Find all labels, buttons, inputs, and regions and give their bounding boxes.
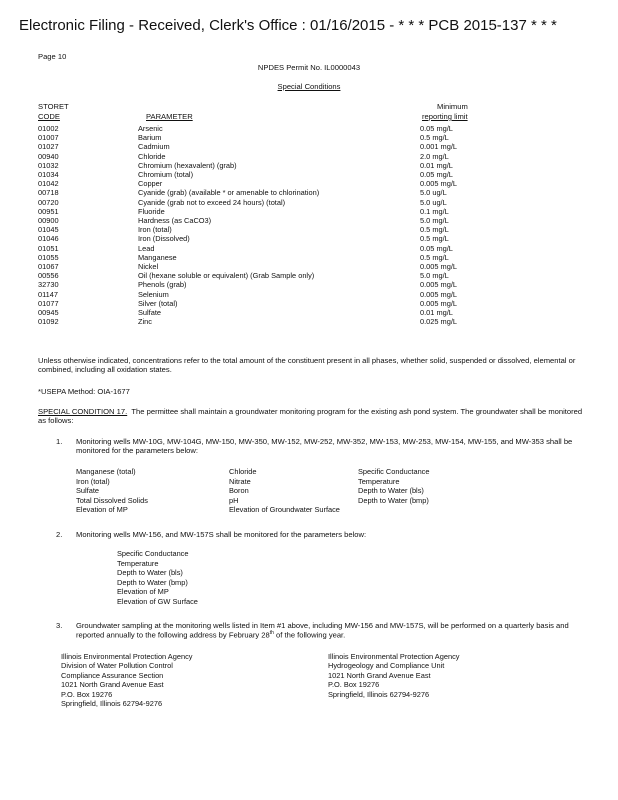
storet-code: 01027 — [38, 142, 59, 152]
address-line: Illinois Environmental Protection Agency — [328, 652, 460, 661]
storet-code: 01042 — [38, 179, 59, 189]
table-row — [38, 244, 488, 253]
table-row — [38, 308, 488, 317]
address-left — [61, 652, 192, 708]
parameter-item: Total Dissolved Solids — [76, 495, 148, 505]
table-row — [38, 152, 488, 161]
parameter-name: Cyanide (grab not to exceed 24 hours) (total) — [138, 197, 286, 207]
table-row — [38, 225, 488, 234]
item-3-text-end: of the following year. — [273, 630, 346, 640]
storet-code: 00945 — [38, 308, 59, 318]
concentration-note: Unless otherwise indicated, concentrations refer to the total amount of the constituent present in all phases, whether solid, suspended or dissolved, elemental or combined, including all oxidation states. — [38, 356, 576, 374]
parameter-item: Depth to Water (bmp) — [358, 495, 429, 505]
address-right — [328, 652, 459, 699]
table-row — [38, 216, 488, 225]
parameter-name: Sulfate — [138, 308, 162, 318]
header-reporting-limit: reporting limit — [422, 112, 468, 121]
storet-code: 01045 — [38, 225, 59, 235]
parameter-name: Hardness (as CaCO3) — [138, 216, 212, 226]
parameter-item: Specific Conductance — [117, 549, 189, 558]
item-1-col3 — [358, 467, 430, 505]
storet-code: 01007 — [38, 133, 59, 143]
parameter-item: Elevation of MP — [76, 505, 128, 515]
parameter-name: Barium — [138, 133, 162, 143]
item-2-text: Monitoring wells MW-156, and MW-157S shall be monitored for the parameters below: — [76, 530, 367, 539]
reporting-limit: 0.005 mg/L — [420, 289, 457, 299]
address-line: Compliance Assurance Section — [61, 670, 164, 680]
parameter-name: Chromium (hexavalent) (grab) — [138, 160, 237, 170]
special-condition-text: The permittee shall maintain a groundwater monitoring program for the existing ash pond system. The groundwater shall be monitored as follows: — [38, 407, 583, 425]
storet-code: 00951 — [38, 206, 59, 216]
parameter-name: Manganese — [138, 252, 177, 262]
address-line: Springfield, Illinois 62794-9276 — [61, 699, 163, 709]
storet-code: 01092 — [38, 317, 59, 327]
parameter-item: Elevation of Groundwater Surface — [229, 505, 340, 515]
storet-code: 32730 — [38, 280, 59, 290]
address-line: 1021 North Grand Avenue East — [61, 680, 164, 690]
item-2-number: 2. — [56, 530, 63, 539]
parameter-name: Lead — [138, 243, 155, 253]
table-row — [38, 179, 488, 188]
storet-code: 00940 — [38, 151, 59, 161]
table-row — [38, 280, 488, 289]
parameter-name: Zinc — [138, 317, 152, 327]
section-title: Special Conditions — [277, 82, 341, 91]
reporting-limit: 5.0 ug/L — [420, 188, 447, 198]
storet-code: 01147 — [38, 289, 59, 299]
parameter-item: Sulfate — [76, 486, 100, 496]
special-condition-17 — [38, 408, 583, 425]
usepa-method: *USEPA Method: OIA-1677 — [38, 387, 130, 396]
parameter-name: Selenium — [138, 289, 169, 299]
storet-code: 00720 — [38, 197, 59, 207]
parameter-name: Arsenic — [138, 124, 163, 133]
parameter-name: Chromium (total) — [138, 170, 194, 180]
item-3-text — [76, 622, 584, 640]
table-row — [38, 253, 488, 262]
storet-code: 00718 — [38, 188, 59, 198]
reporting-limit: 0.5 mg/L — [420, 234, 449, 244]
header-parameter: PARAMETER — [146, 112, 193, 121]
table-row — [38, 188, 488, 197]
parameter-name: Nickel — [138, 262, 159, 272]
parameter-item: Manganese (total) — [76, 467, 136, 476]
table-row — [38, 262, 488, 271]
parameter-name: Cyanide (grab) (available * or amenable to chlorination) — [138, 188, 320, 198]
table-row — [38, 317, 488, 326]
reporting-limit: 0.5 mg/L — [420, 252, 449, 262]
address-line: Springfield, Illinois 62794-9276 — [328, 689, 430, 699]
parameter-item: pH — [229, 495, 239, 505]
item-1-text: Monitoring wells MW-10G, MW-104G, MW-150, MW-350, MW-152, MW-252, MW-352, MW-153, MW-253, MW-154, MW-155, and MW-353 shall be monitored for the parameters below: — [76, 437, 573, 455]
parameter-name: Iron (total) — [138, 225, 172, 235]
item-1-col1 — [76, 467, 148, 515]
storet-code: 01002 — [38, 124, 59, 133]
address-line: Division of Water Pollution Control — [61, 661, 173, 671]
header-minimum: Minimum — [437, 102, 468, 111]
page-number: Page 10 — [38, 52, 67, 61]
storet-code: 01034 — [38, 170, 59, 180]
reporting-limit: 0.005 mg/L — [420, 262, 457, 272]
address-line: Illinois Environmental Protection Agency — [61, 652, 193, 661]
parameter-item: Nitrate — [229, 476, 251, 486]
permit-number: NPDES Permit No. IL0000043 — [257, 63, 361, 72]
parameter-name: Iron (Dissolved) — [138, 234, 190, 244]
address-line: Hydrogeology and Compliance Unit — [328, 661, 445, 671]
item-1-number: 1. — [56, 437, 63, 446]
table-row — [38, 207, 488, 216]
parameter-item: Specific Conductance — [358, 467, 430, 476]
parameter-item: Depth to Water (bmp) — [117, 577, 188, 587]
reporting-limit: 0.01 mg/L — [420, 160, 453, 170]
reporting-limit: 5.0 mg/L — [420, 216, 449, 226]
table-row — [38, 133, 488, 142]
special-condition-label: SPECIAL CONDITION 17. — [38, 407, 128, 416]
parameter-item: Depth to Water (bls) — [117, 568, 183, 577]
reporting-limit: 2.0 mg/L — [420, 151, 449, 161]
table-row — [38, 234, 488, 243]
storet-code: 01046 — [38, 234, 59, 244]
reporting-limit: 0.005 mg/L — [420, 298, 457, 308]
table-row — [38, 124, 488, 133]
address-line: 1021 North Grand Avenue East — [328, 670, 431, 680]
reporting-limit: 0.05 mg/L — [420, 170, 453, 180]
parameter-name: Oil (hexane soluble or equivalent) (Grab Sample only) — [138, 271, 315, 281]
parameter-item: Elevation of GW Surface — [117, 596, 198, 606]
parameter-item: Boron — [229, 486, 249, 496]
parameter-name: Silver (total) — [138, 298, 178, 308]
header-code: CODE — [38, 112, 60, 121]
table-row — [38, 299, 488, 308]
item-1-col2 — [229, 467, 340, 515]
reporting-limit: 5.0 mg/L — [420, 271, 449, 281]
storet-code: 01032 — [38, 160, 59, 170]
table-row — [38, 271, 488, 280]
reporting-limit: 0.001 mg/L — [420, 142, 457, 152]
storet-code: 01067 — [38, 262, 59, 272]
table-row — [38, 290, 488, 299]
address-line: P.O. Box 19276 — [328, 680, 380, 690]
parameter-table — [38, 124, 488, 326]
reporting-limit: 0.005 mg/L — [420, 179, 457, 189]
reporting-limit: 0.05 mg/L — [420, 243, 453, 253]
reporting-limit: 0.01 mg/L — [420, 308, 453, 318]
storet-code: 00900 — [38, 216, 59, 226]
parameter-item: Iron (total) — [76, 476, 110, 486]
header-storet: STORET — [38, 102, 69, 111]
table-row — [38, 198, 488, 207]
parameter-item: Chloride — [229, 467, 257, 476]
reporting-limit: 0.1 mg/L — [420, 206, 449, 216]
parameter-name: Cadmium — [138, 142, 170, 152]
table-row — [38, 161, 488, 170]
parameter-name: Fluoride — [138, 206, 165, 216]
item-3-number: 3. — [56, 621, 63, 630]
storet-code: 00556 — [38, 271, 59, 281]
reporting-limit: 5.0 ug/L — [420, 197, 447, 207]
parameter-name: Copper — [138, 179, 163, 189]
storet-code: 01055 — [38, 252, 59, 262]
parameter-item: Depth to Water (bls) — [358, 486, 424, 496]
item-3-text-main: Groundwater sampling at the monitoring wells listed in Item #1 above, including MW-156 and MW-157S, will be performed on a quarterly basis and reported annually to the following address by February 28 — [76, 621, 569, 640]
address-line: P.O. Box 19276 — [61, 689, 113, 699]
item-3-sup: th — [269, 629, 274, 636]
parameter-name: Phenols (grab) — [138, 280, 187, 290]
reporting-limit: 0.05 mg/L — [420, 124, 453, 133]
parameter-item: Temperature — [117, 558, 159, 568]
reporting-limit: 0.5 mg/L — [420, 225, 449, 235]
table-row — [38, 142, 488, 151]
item-2-list — [117, 549, 198, 606]
reporting-limit: 0.025 mg/L — [420, 317, 457, 327]
reporting-limit: 0.005 mg/L — [420, 280, 457, 290]
reporting-limit: 0.5 mg/L — [420, 133, 449, 143]
storet-code: 01077 — [38, 298, 59, 308]
parameter-item: Temperature — [358, 476, 400, 486]
table-row — [38, 170, 488, 179]
parameter-item: Elevation of MP — [117, 587, 169, 596]
filing-stamp: Electronic Filing - Received, Clerk's Office : 01/16/2015 - * * * PCB 2015-137 * * * — [19, 17, 557, 34]
storet-code: 01051 — [38, 243, 59, 253]
parameter-name: Chloride — [138, 151, 166, 161]
